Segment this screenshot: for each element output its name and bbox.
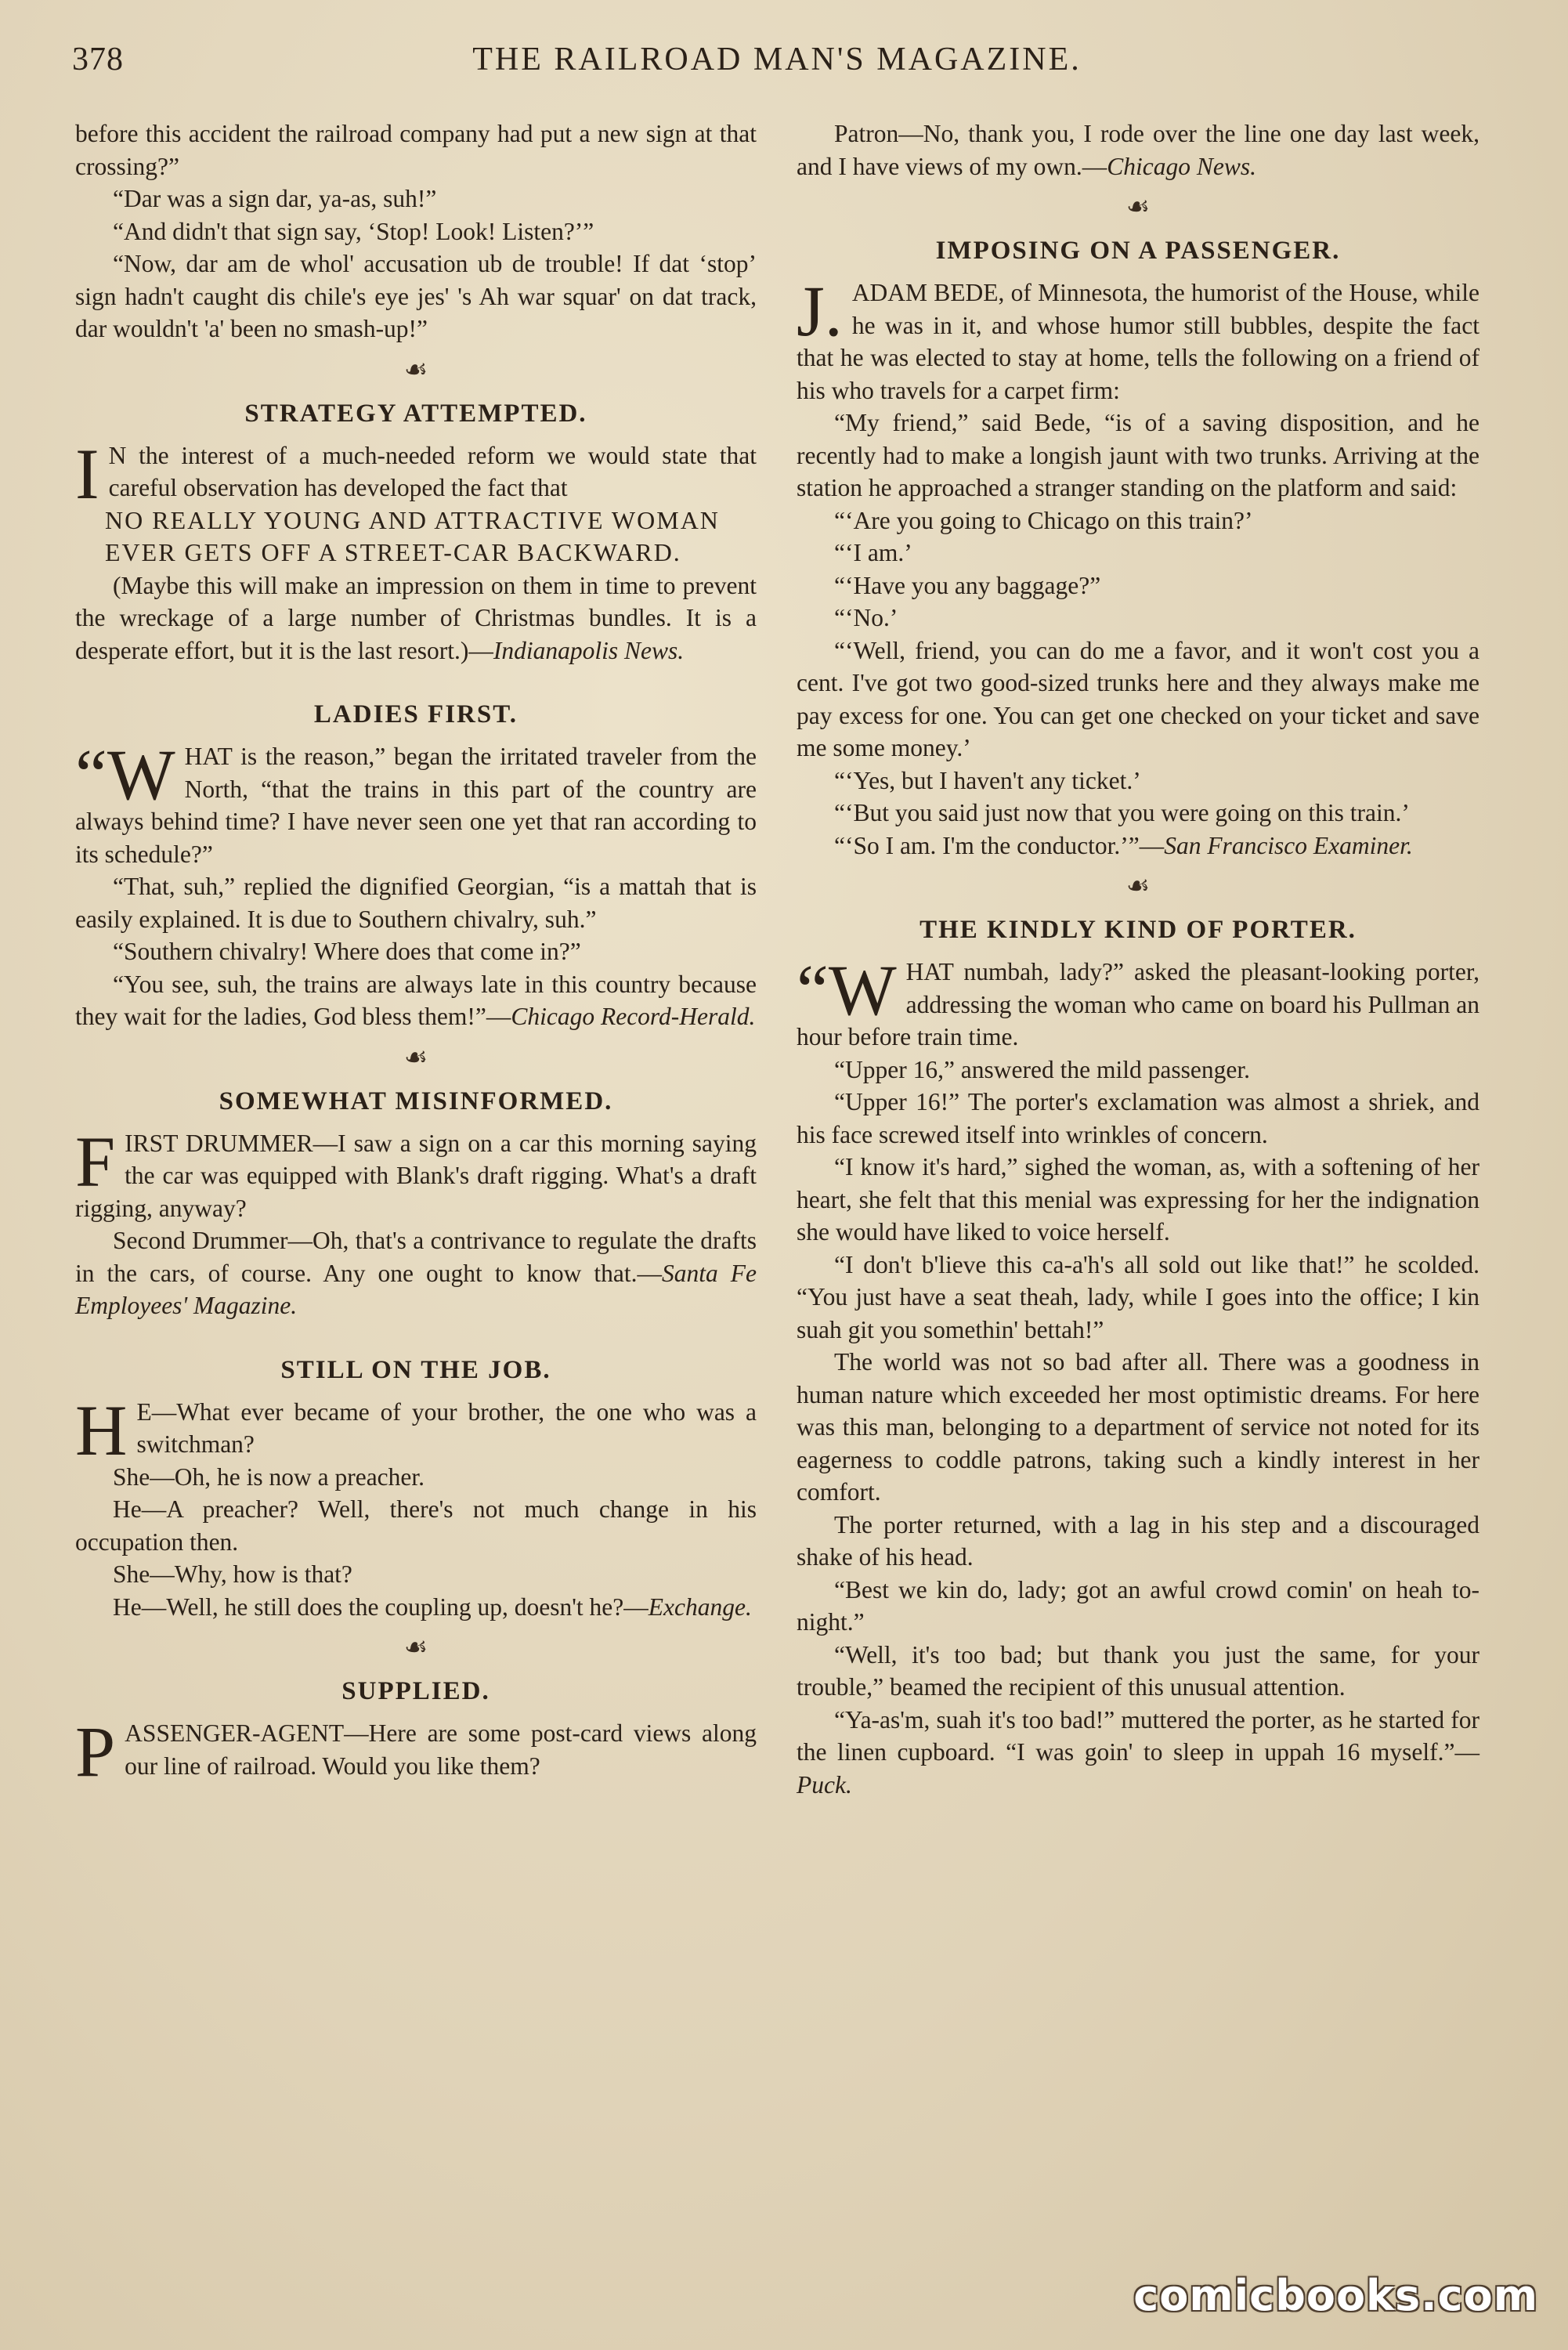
- article-title-strategy: STRATEGY ATTEMPTED.: [244, 399, 587, 428]
- ornament-icon: ☙: [1125, 193, 1151, 222]
- paragraph: “Now, dar am de whol' accusation ub de trouble! If dat ‘stop’ sign hadn't caught dis chile's eye jes' 's Ah war squar' on dat track, dar wouldn't 'a' been no smash-up!”: [75, 250, 757, 342]
- drop-cap: I: [75, 433, 99, 514]
- running-title: THE RAILROAD MAN'S MAGAZINE.: [472, 42, 1082, 78]
- paragraph: “‘No.’: [834, 604, 898, 631]
- watermark-logo: comicbooks.com: [1133, 2271, 1538, 2320]
- paragraph: “‘Yes, but I haven't any ticket.’: [834, 766, 1141, 794]
- paragraph: “Southern chivalry! Where does that come in?”: [113, 938, 581, 965]
- article-paragraph: J. ADAM BEDE, of Minnesota, the humorist of the House, while he was in it, and whose humor still bubbles, despite the fact that he was elected to stay at home, tells the following on a friend of his who travels for a carpet firm:: [797, 271, 1479, 404]
- paragraph: “Well, it's too bad; but thank you just the same, for your trouble,” beamed the recipient of this unusual attention.: [797, 1640, 1479, 1701]
- drop-cap: P: [75, 1712, 116, 1791]
- paragraph: He—Well, he still does the coupling up, doesn't he?—Exchange.: [113, 1593, 752, 1621]
- ornament-icon: ☙: [403, 355, 428, 385]
- drop-cap: H: [75, 1390, 128, 1470]
- paragraph: “‘Have you any baggage?”: [834, 571, 1101, 599]
- ornament-icon: ☙: [403, 1633, 428, 1662]
- right-column: [797, 118, 1479, 1801]
- paragraph: She—Why, how is that?: [113, 1560, 352, 1588]
- paragraph: “Upper 16!” The porter's exclamation was almost a shriek, and his face screwed itself into wrinkles of concern.: [797, 1088, 1479, 1148]
- source-citation: Indianapolis News.: [493, 636, 685, 664]
- source-citation: Chicago Record-Herald.: [511, 1003, 756, 1030]
- article-paragraph: (Maybe this will make an impression on them in time to prevent the wreckage of a large number of Christmas bundles. It is a desperate effort, but it is the last resort.)—Indianapolis News.: [75, 571, 757, 664]
- paragraph: “Ya-as'm, suah it's too bad!” muttered the porter, as he started for the linen cupboard. “I was goin' to sleep in uppah 16 myself.”—Puck.: [797, 1705, 1479, 1799]
- paragraph: “‘Are you going to Chicago on this train?’: [834, 506, 1253, 534]
- article-paragraph: “WHAT numbah, lady?” asked the pleasant-looking porter, addressing the woman who came on board his Pullman an hour before train time.: [797, 950, 1479, 1050]
- paragraph: “‘Well, friend, you can do me a favor, and it won't cost you a cent. I've got two good-sized trunks here and they always make me pay excess for one. You can get one checked on your ticket and save me some money.’: [797, 636, 1479, 761]
- drop-cap: J.: [797, 271, 843, 351]
- article-paragraph: “WHAT is the reason,” began the irritated traveler from the North, “that the trains in this part of the country are always behind time? I have never seen one yet that ran according to its schedule?”: [75, 735, 757, 868]
- paragraph: The porter returned, with a lag in his step and a discouraged shake of his head.: [797, 1510, 1479, 1571]
- paragraph: “Dar was a sign dar, ya-as, suh!”: [113, 185, 437, 212]
- drop-cap: “W: [75, 735, 175, 815]
- paragraph: before this accident the railroad company had put a new sign at that crossing?”: [75, 120, 757, 180]
- article-title-misinformed: SOMEWHAT MISINFORMED.: [219, 1086, 613, 1115]
- article-paragraph: H E—What ever became of your brother, the one who was a switchman?: [75, 1390, 757, 1470]
- paragraph: “I know it's hard,” sighed the woman, as, with a softening of her heart, she felt that this menial was expressing for her the indignation she would have liked to voice herself.: [797, 1153, 1479, 1246]
- ornament-icon: ☙: [1125, 872, 1151, 901]
- source-citation: Exchange.: [648, 1593, 752, 1621]
- article-paragraph: I N the interest of a much-needed reform we would state that careful observation has developed the fact that: [75, 433, 757, 514]
- paragraph: She—Oh, he is now a preacher.: [113, 1462, 425, 1491]
- paragraph: “And didn't that sign say, ‘Stop! Look! Listen?’”: [113, 217, 594, 245]
- page-header: [72, 41, 1482, 88]
- paragraph: Second Drummer—Oh, that's a contrivance to regulate the drafts in the cars, of course. Any one ought to know that.—Santa Fe Employees' Magazine.: [75, 1227, 757, 1319]
- paragraph: “You see, suh, the trains are always late in this country because they wait for the ladies, God bless them!”—Chicago Record-Herald.: [75, 970, 757, 1030]
- article-title-ladies: LADIES FIRST.: [313, 700, 518, 728]
- paragraph: “I don't b'lieve this ca-a'h's all sold out like that!” he scolded. “You just have a seat theah, lady, while I goes into the office; I kin suah git you somethin' bettah!”: [797, 1250, 1479, 1343]
- article-paragraph: PASSENGER-AGENT—Here are some post-card views along our line of railroad. Would you like them?: [75, 1712, 757, 1791]
- paragraph: “That, suh,” replied the dignified Georgian, “is a mattah that is easily explained. It is due to Southern chivalry, suh.”: [75, 873, 757, 933]
- article-title-supplied: SUPPLIED.: [341, 1677, 490, 1705]
- paragraph: “‘So I am. I'm the conductor.’”—San Francisco Examiner.: [834, 831, 1413, 859]
- paragraph: The world was not so bad after all. There was a goodness in human nature which exceeded her most optimistic dreams. For here was this man, belonging to a department of service not noted for its eagerness to coddle patrons, taking such a kindly interest in her comfort.: [797, 1348, 1479, 1506]
- left-column: [75, 118, 757, 1791]
- page-number: 378: [72, 42, 124, 78]
- article-title-still-on-job: STILL ON THE JOB.: [280, 1355, 551, 1384]
- paragraph: “Best we kin do, lady; got an awful crowd comin' on heah to-night.”: [797, 1575, 1479, 1636]
- paragraph: Patron—No, thank you, I rode over the line one day last week, and I have views of my own.—Chicago News.: [797, 120, 1479, 180]
- source-citation: Santa Fe Employees' Magazine.: [75, 1259, 757, 1319]
- drop-cap: F: [75, 1121, 116, 1202]
- paragraph: He—A preacher? Well, there's not much change in his occupation then.: [75, 1495, 757, 1556]
- drop-cap: “W: [797, 950, 897, 1030]
- ornament-icon: ☙: [403, 1043, 428, 1072]
- paragraph: “Upper 16,” answered the mild passenger.: [834, 1055, 1250, 1083]
- article-paragraph: FIRST DRUMMER—I saw a sign on a car this morning saying the car was equipped with Blank's draft rigging. What's a draft rigging, anyway?: [75, 1121, 757, 1222]
- paragraph: “‘But you said just now that you were going on this train.’: [834, 799, 1410, 826]
- source-citation: Chicago News.: [1107, 152, 1257, 180]
- article-title-imposing: IMPOSING ON A PASSENGER.: [935, 237, 1341, 265]
- article-title-porter: THE KINDLY KIND OF PORTER.: [919, 916, 1357, 944]
- source-citation: San Francisco Examiner.: [1164, 831, 1413, 859]
- paragraph: “‘I am.’: [834, 539, 912, 566]
- emphasis-text: NO REALLY YOUNG AND ATTRACTIVE WOMAN EVER GETS OFF A STREET-CAR BACKWARD.: [105, 505, 720, 566]
- source-citation: Puck.: [797, 1770, 852, 1799]
- paragraph: “My friend,” said Bede, “is of a saving disposition, and he recently had to make a longish jaunt with two trunks. Arriving at the station he approached a stranger standing on the platform and said:: [797, 409, 1479, 501]
